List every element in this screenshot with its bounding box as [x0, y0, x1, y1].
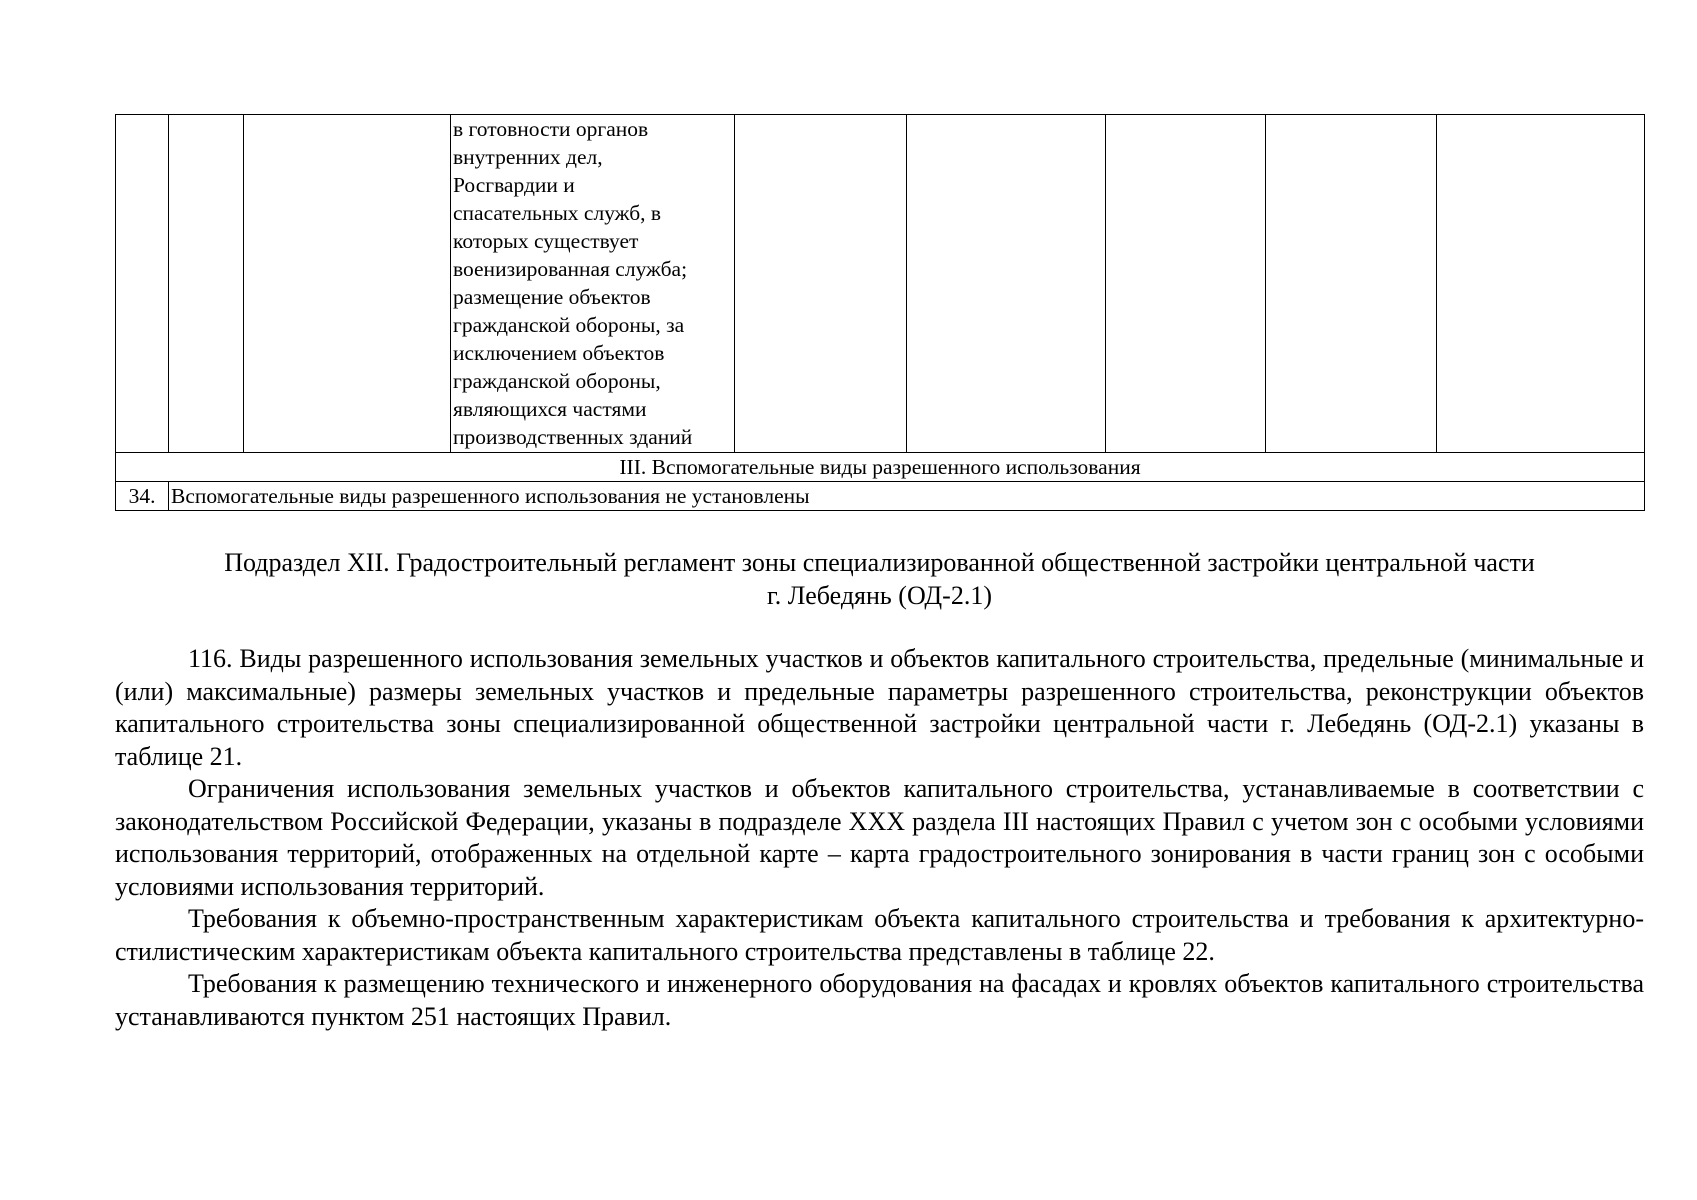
table-row-34 [116, 482, 1645, 511]
table-cell [1266, 115, 1437, 453]
heading-line-1: Подраздел XII. Градостроительный регламент зоны специализированной общественной застройки центральной части [224, 548, 1535, 577]
table-row-section-header [116, 453, 1645, 482]
paragraph: Требования к размещению технического и инженерного оборудования на фасадах и кровлях объектов капитального строительства устанавливаются пунктом 251 настоящих Правил. [115, 969, 1644, 1031]
table-row-continuation [116, 115, 1645, 453]
row-text-cell: Вспомогательные виды разрешенного использования не установлены [169, 482, 1645, 511]
subsection-heading [115, 546, 1644, 612]
paragraph: Ограничения использования земельных участков и объектов капитального строительства, устанавливаемые в соответствии с законодательством Российской Федерации, указаны в подразделе XXX раздела III настоящих Правил с учетом зон с особыми условиями использования территорий, отображенных на отдельной карте – карта градостроительного зонирования в части границ зон с особыми условиями использования территорий. [115, 774, 1644, 901]
paragraph: Требования к объемно-пространственным характеристикам объекта капитального строительства и требования к архитектурно-стилистическим характеристикам объекта капитального строительства представлены в таблице 22. [115, 904, 1644, 966]
table-cell [169, 115, 244, 453]
row-number-cell: 34. [116, 482, 169, 511]
table-cell [907, 115, 1106, 453]
cell-line: гражданской обороны, [453, 369, 661, 393]
cell-line: спасательных служб, в [453, 201, 662, 225]
cell-line: являющихся частями [453, 397, 647, 421]
cell-line: военизированная служба; [453, 257, 688, 281]
cell-line: исключением объектов [453, 341, 665, 365]
cell-line: производственных зданий [453, 425, 693, 449]
cell-line: внутренних дел, [453, 145, 603, 169]
table-cell [1437, 115, 1645, 453]
table-cell [1106, 115, 1266, 453]
cell-line: в готовности органов [453, 117, 649, 141]
cell-line: размещение объектов [453, 285, 651, 309]
table-cell [116, 115, 169, 453]
cell-line: которых существует [453, 229, 639, 253]
paragraph: 116. Виды разрешенного использования земельных участков и объектов капитального строительства, предельные (минимальные и (или) максимальные) размеры земельных участков и предельные параметры разрешенного строительства, реконструкции объектов капитального строительства зоны специализированной общественной застройки центральной части г. Лебедянь (ОД-2.1) указаны в таблице 21. [115, 644, 1644, 771]
regulation-table-fragment [115, 114, 1644, 511]
body-text [115, 643, 1644, 1033]
table-cell-usage-description [451, 115, 735, 453]
heading-line-2: г. Лебедянь (ОД-2.1) [767, 581, 992, 610]
cell-line: гражданской обороны, за [453, 313, 685, 337]
table-cell [735, 115, 907, 453]
table-cell [244, 115, 451, 453]
cell-line: Росгвардии и [453, 173, 575, 197]
regulation-table [115, 114, 1645, 511]
section-header-cell: III. Вспомогательные виды разрешенного использования [116, 453, 1645, 482]
